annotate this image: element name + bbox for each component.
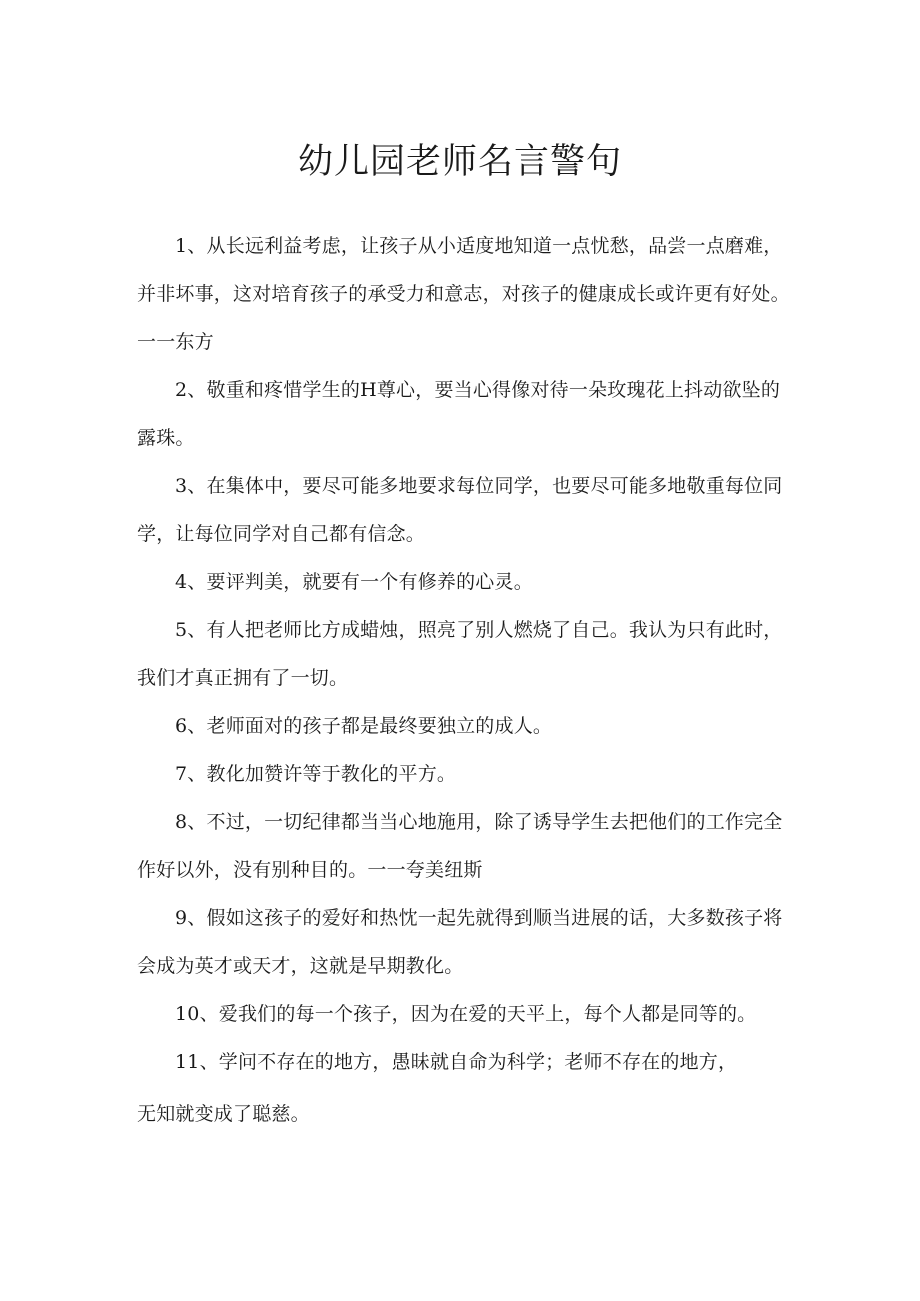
quote-paragraph-3: 3、在集体中，要尽可能多地要求每位同学，也要尽可能多地敬重每位同学，让每位同学对自己都有信念。 xyxy=(137,475,783,545)
quote-paragraph-9: 9、假如这孩子的爱好和热忱一起先就得到顺当进展的话，大多数孩子将会成为英才或天才，这就是早期教化。 xyxy=(137,907,783,977)
quote-paragraph-2: 2、敬重和疼惜学生的H尊心，要当心得像对待一朵玫瑰花上抖动欲坠的露珠。 xyxy=(137,379,781,449)
quote-paragraph-11-line-2: 无知就变成了聪慈。 xyxy=(137,1103,310,1125)
quote-paragraph-11 xyxy=(137,1038,797,1138)
quote-paragraph-1: 1、从长远利益考虑，让孩子从小适度地知道一点忧愁，品尝一点磨难，并非坏事，这对培育孩子的承受力和意志，对孩子的健康成长或许更有好处。一一东方 xyxy=(137,235,790,353)
quote-paragraph-10: 10、爱我们的每一个孩子，因为在爱的天平上，每个人都是同等的。 xyxy=(175,1003,757,1025)
quote-paragraph-11-line-1: 11、学问不存在的地方，愚昧就自命为科学；老师不存在的地方， xyxy=(175,1051,738,1073)
quote-paragraph-8: 8、不过，一切纪律都当当心地施用，除了诱导学生去把他们的工作完全作好以外，没有别种目的。一一夸美纽斯 xyxy=(137,811,783,881)
page-title: 幼儿园老师名言警句 xyxy=(297,142,622,182)
document-body xyxy=(137,222,797,1138)
quote-paragraph-4: 4、要评判美，就要有一个有修养的心灵。 xyxy=(175,571,533,593)
quote-paragraph-7: 7、教化加赞许等于教化的平方。 xyxy=(175,763,457,785)
quote-paragraph-5: 5、有人把老师比方成蜡烛，照亮了别人燃烧了自己。我认为只有此时，我们才真正拥有了一切。 xyxy=(137,619,783,689)
quote-paragraph-6: 6、老师面对的孩子都是最终要独立的成人。 xyxy=(175,715,553,737)
